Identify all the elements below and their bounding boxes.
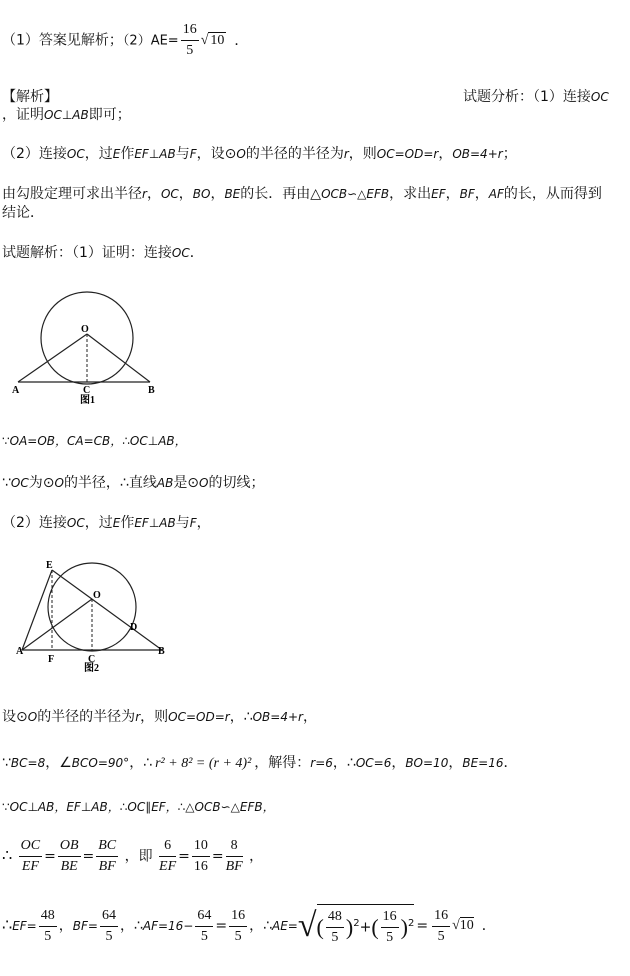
s7-frac-oc-ef: $\frac{OC}{EF}$ bbox=[20, 838, 41, 874]
fig2-line-ae bbox=[22, 570, 52, 650]
fig2-label-a: A bbox=[16, 646, 24, 657]
fig2-line-ao bbox=[22, 599, 92, 650]
solution-intro: 试题解析：（1）证明：连接OC． bbox=[2, 245, 204, 261]
s8-frac-af: $\frac{16}{5}$ bbox=[231, 907, 246, 944]
s7-frac-6-ef: $\frac{6}{EF}$ bbox=[159, 838, 177, 874]
s8-frac-ef: $\frac{48}{5}$ bbox=[40, 907, 55, 944]
s8-frac-ae: $\frac{16}{5}$ bbox=[434, 907, 449, 944]
fig2-label-o: O bbox=[93, 590, 101, 601]
solution-s5: ∵BC=8，∠BCO=90°，∴ r² + 8² = (r + 4)² ，解得：r=6，∴OC=6，BO=10，BE=16． bbox=[2, 755, 518, 771]
analysis-right: 试题分析：（1）连接OC bbox=[463, 89, 609, 105]
solution-s4: 设⊙O的半径的半径为r，则OC=OD=r，∴OB=4+r， bbox=[2, 709, 317, 725]
analysis-tag: 【解析】 bbox=[2, 89, 58, 105]
analysis-line5: 结论． bbox=[2, 205, 44, 221]
s7-frac-8-bf: $\frac{8}{BF}$ bbox=[225, 838, 243, 874]
solution-s1: ∵OA=OB，CA=CB，∴OC⊥AB， bbox=[2, 434, 187, 448]
fraction-numerator: 16 bbox=[181, 20, 199, 41]
fig1-line-ob bbox=[87, 334, 150, 382]
fig1-caption: 图1 bbox=[80, 395, 95, 406]
answer-sqrt: √ 10 bbox=[200, 32, 225, 48]
fig2-label-f: F bbox=[48, 654, 55, 665]
fig1-line-oa bbox=[18, 334, 87, 382]
figure-2 bbox=[14, 558, 174, 678]
s8-frac-bf: $\frac{64}{5}$ bbox=[101, 907, 116, 944]
fig1-label-c: C bbox=[83, 385, 91, 396]
fig1-label-o: O bbox=[81, 324, 89, 335]
answer-line bbox=[2, 20, 248, 61]
fraction-denominator: 5 bbox=[186, 43, 194, 58]
fig2-label-e: E bbox=[46, 560, 53, 571]
answer-part2-prefix: （2）AE= bbox=[122, 33, 179, 49]
solution-s2: ∵OC为⊙O的半径，∴直线AB是⊙O的切线； bbox=[2, 475, 265, 491]
analysis-line2: ，证明OC⊥AB即可； bbox=[2, 107, 131, 123]
fig2-label-c: C bbox=[88, 654, 96, 665]
figure-1 bbox=[8, 288, 168, 410]
s8-sqrt: √ bbox=[297, 907, 317, 944]
solution-s8: ∴EF= $\frac{48}{5}$ ，BF= $\frac{64}{5}$ ，∴AF=16− $\frac{64}{5}$ = $\frac{16}{5}$ ，∴AE=√( $\frac{48}{5}$ )$^2$+( $\frac{16}{5}$ )$^2$ = $\frac{16}{5}$ √10 ． bbox=[2, 904, 496, 948]
analysis-line4: 由勾股定理可求出半径r，OC，BO，BE的长．再由△OCB∽△EFB，求出EF，BF，AF的长，从而得到 bbox=[2, 186, 602, 202]
solution-s3: （2）连接OC，过E作EF⊥AB与F， bbox=[2, 515, 211, 531]
analysis-line3: （2）连接OC，过E作EF⊥AB与F，设⊙O的半径的半径为r，则OC=OD=r，OB=4+r； bbox=[2, 146, 517, 162]
s8-frac-64-5: $\frac{64}{5}$ bbox=[197, 907, 212, 944]
fig2-label-d: D bbox=[130, 622, 138, 633]
s8-radicand: ( $\frac{48}{5}$ )$^2$+( $\frac{16}{5}$ )$^2$ bbox=[317, 904, 415, 948]
s7-frac-bc-bf: $\frac{BC}{BF}$ bbox=[98, 838, 117, 874]
fig2-line-eb bbox=[52, 570, 162, 650]
fig2-caption: 图2 bbox=[84, 663, 99, 674]
solution-s7: ∴ $\frac{OC}{EF}$ = $\frac{OB}{BE}$ = $\frac{BC}{BF}$ ，即 $\frac{6}{EF}$ = $\frac{10}{16}$ = $\frac{8}{BF}$ ， bbox=[2, 836, 263, 877]
s7-frac-ob-be: $\frac{OB}{BE}$ bbox=[59, 838, 79, 874]
fig1-label-b: B bbox=[148, 385, 155, 396]
s5-equation: r² + 8² = (r + 4)² bbox=[155, 756, 252, 771]
answer-end: ． bbox=[234, 32, 249, 49]
answer-fraction bbox=[181, 20, 199, 61]
fig2-label-b: B bbox=[158, 646, 165, 657]
fig1-label-a: A bbox=[12, 385, 20, 396]
s7-frac-10-16: $\frac{10}{16}$ bbox=[193, 838, 208, 874]
answer-part1: （1）答案见解析； bbox=[2, 32, 123, 49]
solution-s6: ∵OC⊥AB，EF⊥AB，∴OC∥EF，∴△OCB∽△EFB， bbox=[2, 800, 275, 814]
